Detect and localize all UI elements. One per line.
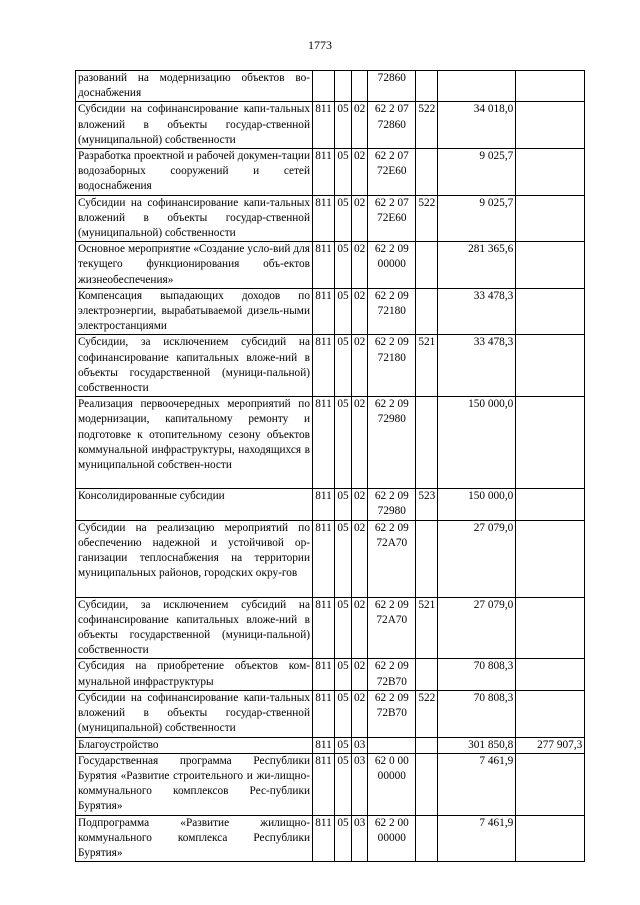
row-subsection [352, 71, 368, 102]
row-amount-2 [516, 753, 585, 815]
row-grbs: 811 [313, 288, 335, 335]
row-section: 05 [335, 195, 352, 242]
table-row [76, 659, 585, 690]
row-subsection: 02 [352, 489, 368, 520]
row-section: 05 [335, 520, 352, 597]
row-amount-2 [516, 659, 585, 690]
row-grbs: 811 [313, 659, 335, 690]
row-amount-1: 33 478,3 [438, 288, 516, 335]
row-section [335, 71, 352, 102]
row-amount-1: 33 478,3 [438, 335, 516, 397]
row-grbs: 811 [313, 597, 335, 659]
row-amount-1: 27 079,0 [438, 597, 516, 659]
row-section: 05 [335, 149, 352, 196]
row-amount-1: 34 018,0 [438, 102, 516, 149]
row-amount-1: 70 808,3 [438, 690, 516, 737]
table-row [76, 753, 585, 815]
row-amount-2 [516, 489, 585, 520]
row-name: Субсидии на софинансирование капи-тальных вложений в объекты государ-ственной (муниципальной) собственности [76, 690, 313, 737]
row-section: 05 [335, 335, 352, 397]
row-grbs: 811 [313, 520, 335, 597]
row-amount-1: 281 365,6 [438, 242, 516, 289]
page-number: 1773 [308, 38, 332, 52]
row-subsection: 03 [352, 815, 368, 862]
row-subsection: 03 [352, 753, 368, 815]
row-expense-type: 522 [416, 690, 438, 737]
row-expense-type [416, 815, 438, 862]
row-amount-1: 301 850,8 [438, 737, 516, 753]
row-amount-2 [516, 690, 585, 737]
row-expense-type [416, 520, 438, 597]
row-subsection: 02 [352, 195, 368, 242]
row-name: Субсидии на софинансирование капи-тальных вложений в объекты государ-ственной (муниципальной) собственности [76, 195, 313, 242]
row-amount-2 [516, 397, 585, 489]
row-section: 05 [335, 597, 352, 659]
row-grbs: 811 [313, 737, 335, 753]
row-amount-1: 27 079,0 [438, 520, 516, 597]
budget-table-body [76, 71, 585, 862]
row-section: 05 [335, 102, 352, 149]
row-name: Благоустройство [76, 737, 313, 753]
row-name: Компенсация выпадающих доходов по электроэнергии, вырабатываемой дизель-ными электростанциями [76, 288, 313, 335]
row-target-article [368, 737, 416, 753]
table-row [76, 149, 585, 196]
row-target-article: 62 2 09 72А70 [368, 520, 416, 597]
row-amount-2 [516, 815, 585, 862]
row-grbs: 811 [313, 489, 335, 520]
row-section: 05 [335, 242, 352, 289]
row-name: Разработка проектной и рабочей докумен-тации водозаборных сооружений и сетей водоснабжения [76, 149, 313, 196]
row-target-article: 62 2 07 72Е60 [368, 149, 416, 196]
row-amount-2 [516, 520, 585, 597]
row-expense-type: 521 [416, 335, 438, 397]
table-row [76, 815, 585, 862]
row-subsection: 02 [352, 335, 368, 397]
row-amount-2 [516, 195, 585, 242]
row-target-article: 62 2 07 72860 [368, 102, 416, 149]
row-section: 05 [335, 690, 352, 737]
row-section: 05 [335, 753, 352, 815]
table-row [76, 520, 585, 597]
row-amount-1: 150 000,0 [438, 397, 516, 489]
row-expense-type: 522 [416, 195, 438, 242]
row-target-article: 62 2 07 72Е60 [368, 195, 416, 242]
row-amount-2 [516, 335, 585, 397]
row-target-article: 62 2 09 72980 [368, 489, 416, 520]
row-subsection: 02 [352, 102, 368, 149]
row-subsection: 03 [352, 737, 368, 753]
row-name: Субсидии, за исключением субсидий на софинансирование капитальных вложе-ний в объекты государственной (муници-пальной) собственности [76, 335, 313, 397]
row-section: 05 [335, 397, 352, 489]
row-subsection: 02 [352, 520, 368, 597]
row-expense-type [416, 288, 438, 335]
row-target-article: 62 2 09 72980 [368, 397, 416, 489]
table-row [76, 489, 585, 520]
row-target-article: 62 2 09 00000 [368, 242, 416, 289]
row-target-article: 62 0 00 00000 [368, 753, 416, 815]
row-target-article: 62 2 09 72180 [368, 335, 416, 397]
row-name: Субсидии на реализацию мероприятий по обеспечению надежной и устойчивой ор-ганизации теплоснабжения на территории муниципальных районов, городских окру-гов [76, 520, 313, 597]
row-target-article: 62 2 00 00000 [368, 815, 416, 862]
row-expense-type [416, 71, 438, 102]
row-amount-1: 7 461,9 [438, 753, 516, 815]
row-name: Субсидия на приобретение объектов ком-мунальной инфраструктуры [76, 659, 313, 690]
row-target-article: 62 2 09 72В70 [368, 690, 416, 737]
row-amount-2 [516, 102, 585, 149]
table-row [76, 102, 585, 149]
row-expense-type: 523 [416, 489, 438, 520]
row-grbs [313, 71, 335, 102]
table-row [76, 597, 585, 659]
row-subsection: 02 [352, 288, 368, 335]
row-name: разований на модернизацию объектов во-доснабжения [76, 71, 313, 102]
row-name: Субсидии, за исключением субсидий на софинансирование капитальных вложе-ний в объекты государственной (муници-пальной) собственности [76, 597, 313, 659]
row-name: Консолидированные субсидии [76, 489, 313, 520]
row-grbs: 811 [313, 242, 335, 289]
row-amount-1: 70 808,3 [438, 659, 516, 690]
row-amount-1: 150 000,0 [438, 489, 516, 520]
row-expense-type [416, 242, 438, 289]
row-target-article: 72860 [368, 71, 416, 102]
table-row [76, 71, 585, 102]
row-amount-2: 277 907,3 [516, 737, 585, 753]
row-grbs: 811 [313, 195, 335, 242]
row-amount-1: 9 025,7 [438, 149, 516, 196]
budget-table [75, 70, 585, 862]
row-grbs: 811 [313, 149, 335, 196]
row-name: Государственная программа Республики Бурятия «Развитие строительного и жи-лищно-коммунального комплексов Рес-публики Бурятия» [76, 753, 313, 815]
row-grbs: 811 [313, 753, 335, 815]
row-amount-2 [516, 71, 585, 102]
row-name: Субсидии на софинансирование капи-тальных вложений в объекты государ-ственной (муниципальной) собственности [76, 102, 313, 149]
row-section: 05 [335, 815, 352, 862]
table-row [76, 690, 585, 737]
row-section: 05 [335, 489, 352, 520]
row-amount-2 [516, 288, 585, 335]
row-target-article: 62 2 09 72180 [368, 288, 416, 335]
row-subsection: 02 [352, 659, 368, 690]
row-grbs: 811 [313, 335, 335, 397]
row-target-article: 62 2 09 72А70 [368, 597, 416, 659]
row-expense-type: 522 [416, 102, 438, 149]
row-amount-2 [516, 242, 585, 289]
row-expense-type [416, 659, 438, 690]
row-grbs: 811 [313, 102, 335, 149]
row-section: 05 [335, 659, 352, 690]
table-row [76, 335, 585, 397]
row-grbs: 811 [313, 397, 335, 489]
row-section: 05 [335, 737, 352, 753]
table-row [76, 195, 585, 242]
row-amount-2 [516, 149, 585, 196]
table-row [76, 397, 585, 489]
row-expense-type: 521 [416, 597, 438, 659]
row-grbs: 811 [313, 815, 335, 862]
row-target-article: 62 2 09 72В70 [368, 659, 416, 690]
row-amount-1 [438, 71, 516, 102]
row-subsection: 02 [352, 597, 368, 659]
row-name: Подпрограмма «Развитие жилищно-коммунального комплекса Республики Бурятия» [76, 815, 313, 862]
row-name: Основное мероприятие «Создание усло-вий для текущего функционирования объ-ектов жизнеобеспечения» [76, 242, 313, 289]
row-subsection: 02 [352, 149, 368, 196]
row-expense-type [416, 737, 438, 753]
row-grbs: 811 [313, 690, 335, 737]
row-subsection: 02 [352, 690, 368, 737]
row-section: 05 [335, 288, 352, 335]
row-expense-type [416, 397, 438, 489]
table-row [76, 242, 585, 289]
row-subsection: 02 [352, 397, 368, 489]
row-expense-type [416, 753, 438, 815]
row-amount-2 [516, 597, 585, 659]
table-row [76, 288, 585, 335]
row-name: Реализация первоочередных мероприятий по модернизации, капитальному ремонту и подготовке к отопительному сезону объектов коммунальной инфраструктуры, находящихся в муниципальной собствен-ности [76, 397, 313, 489]
table-row [76, 737, 585, 753]
row-amount-1: 7 461,9 [438, 815, 516, 862]
row-subsection: 02 [352, 242, 368, 289]
row-amount-1: 9 025,7 [438, 195, 516, 242]
row-expense-type [416, 149, 438, 196]
